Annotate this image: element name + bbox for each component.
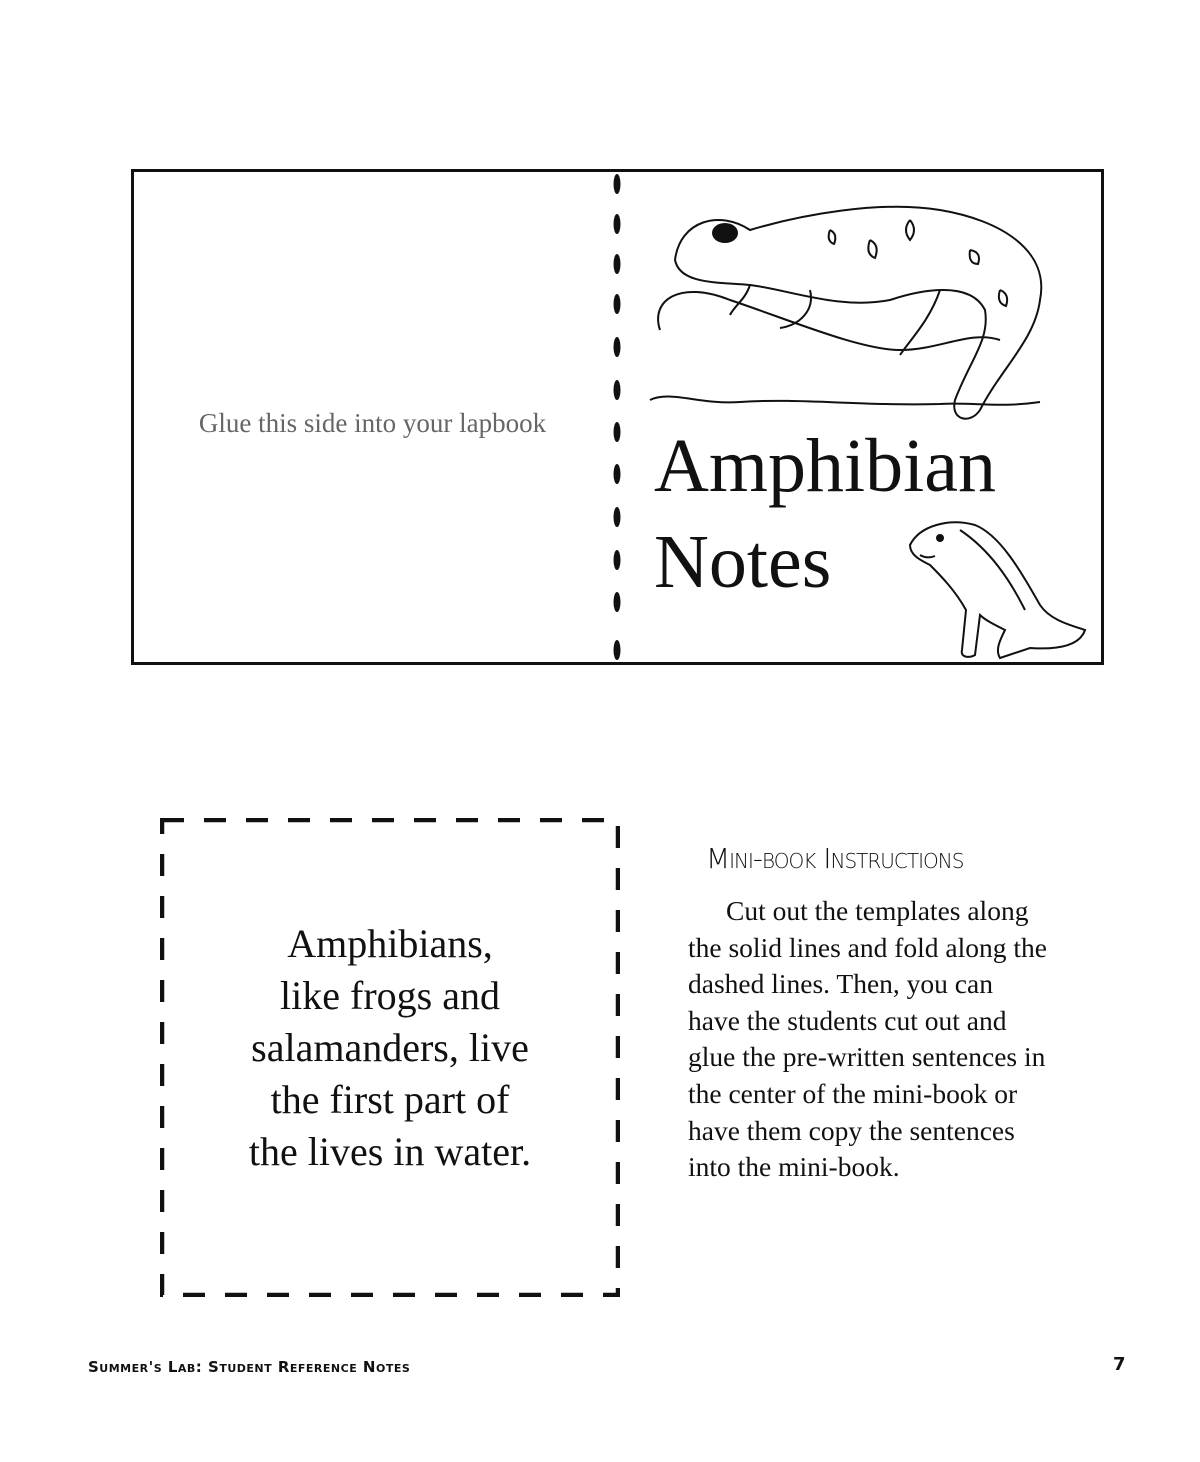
cover-title-line1: Amphibian [654,424,996,508]
minibook-line: the first part of [270,1077,510,1122]
glue-instruction: Glue this side into your lapbook [198,408,547,438]
instructions-heading: Mini-book Instructions [706,842,964,875]
minibook-line: the lives in water. [248,1129,532,1174]
minibook-line: salamanders, live [251,1025,529,1070]
frog-illustration [900,510,1090,660]
minibook-text [170,918,610,1178]
minibook-line: like frogs and [280,973,500,1018]
instructions-body: Cut out the templates along the solid lines and fold along the dashed lines. Then, you can have the students cut out and glue the pre-written sentences in the center of the mini-book or have them copy the sentences into the mini-book. [688,895,1047,1183]
salamander-illustration [640,190,1080,430]
fold-line [612,172,622,664]
page-number: 7 [1113,1354,1126,1375]
cover-title-line2: Notes [654,520,832,604]
footer-title: Summer's Lab: Student Reference Notes [88,1358,411,1376]
minibook-line: Amphibians, [287,921,493,966]
